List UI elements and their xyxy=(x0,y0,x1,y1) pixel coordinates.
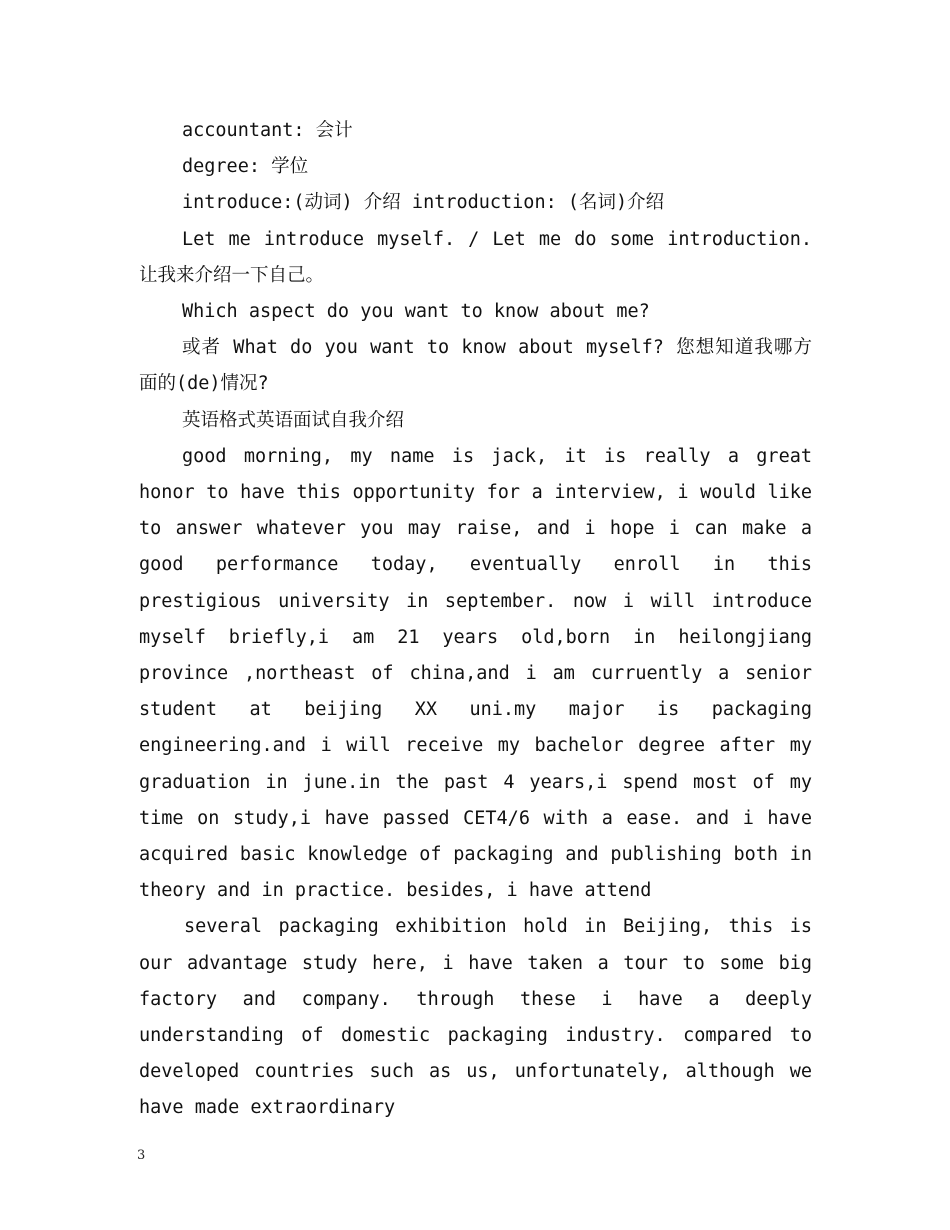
vocab-introduce: introduce:(动词) 介绍 introduction: (名词)介绍 xyxy=(182,192,665,214)
paragraph-continued: several packaging exhibition hold in Beijing, this is our advantage study here, i have taken a tour to some big factory and company. through these i have a deeply understanding of domestic packaging industry. compared to developed countries such as us, unfortunately, although we have made extraordinary xyxy=(139,916,812,1119)
phrase-introduce-myself: Let me introduce myself. / Let me do some introduction. 让我来介绍一下自己。 xyxy=(139,228,812,286)
document-body xyxy=(139,113,812,1127)
vocab-accountant: accountant: 会计 xyxy=(182,120,353,141)
paragraph-introduction: good morning, my name is jack, it is really a great honor to have this opportunity for a interview, i would like to answer whatever you may raise, and i hope i can make a good performance today, eventually enroll in this prestigious university in september. now i will introduce myself briefly,i am 21 years old,born in heilongjiang province ,northeast of china,and i am curruently a senior student at beijing XX uni.my major is packaging engineering.and i will receive my bachelor degree after my graduation in june.in the past 4 years,i spend most of my time on study,i have passed CET4/6 with a ease. and i have acquired basic knowledge of packaging and publishing both in theory and in practice. besides, i have attend xyxy=(139,445,812,902)
section-heading: 英语格式英语面试自我介绍 xyxy=(182,409,405,431)
phrase-which-aspect: Which aspect do you want to know about me? xyxy=(182,301,650,323)
phrase-what-do-you-want: 或者 What do you want to know about myself? 您想知道我哪方面的(de)情况? xyxy=(139,337,812,395)
vocab-degree: degree: 学位 xyxy=(182,156,309,178)
page-number: 3 xyxy=(137,1148,146,1163)
